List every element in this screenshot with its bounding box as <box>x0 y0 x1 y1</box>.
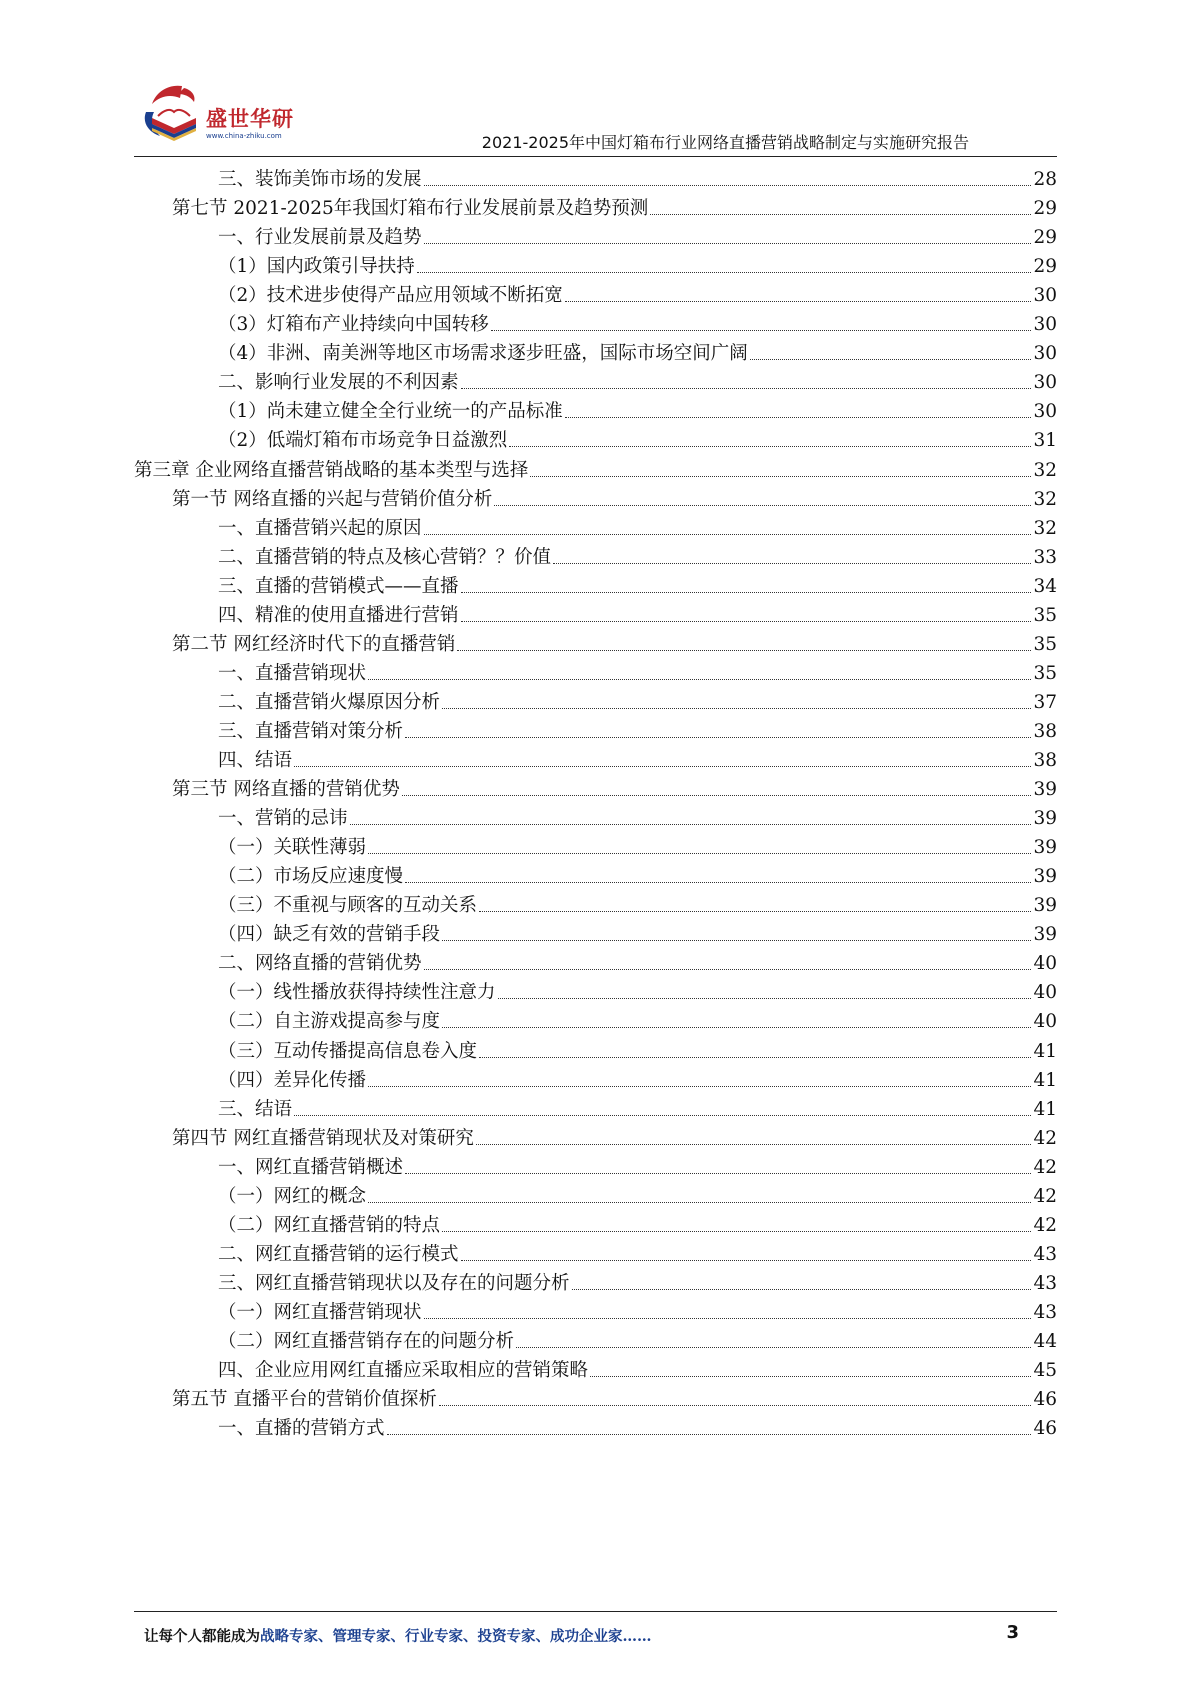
toc-entry[interactable] <box>218 683 1057 714</box>
toc-entry-page: 40 <box>1033 1011 1057 1033</box>
footer-slogan <box>144 1625 652 1646</box>
toc-entry-title: 第五节 直播平台的营销价值探析 <box>172 1389 437 1411</box>
toc-entry-page: 39 <box>1033 895 1057 917</box>
toc-entry[interactable] <box>218 363 1057 394</box>
toc-entry-title: 四、精准的使用直播进行营销 <box>218 604 459 626</box>
toc-dot-leader <box>368 853 1031 854</box>
toc-dot-leader <box>461 621 1032 622</box>
toc-entry[interactable] <box>218 799 1057 830</box>
toc-entry-page: 30 <box>1033 285 1057 307</box>
toc-entry-page: 42 <box>1033 1127 1057 1149</box>
toc-entry-page: 45 <box>1033 1360 1057 1382</box>
toc-entry-title: 一、直播营销现状 <box>218 662 367 684</box>
toc-entry-page: 40 <box>1033 982 1057 1004</box>
toc-entry-page: 31 <box>1033 430 1057 452</box>
toc-dot-leader <box>565 301 1032 302</box>
toc-entry[interactable] <box>218 247 1057 278</box>
toc-dot-leader <box>294 1115 1031 1116</box>
toc-entry-title: 四、企业应用网红直播应采取相应的营销策略 <box>218 1360 589 1382</box>
toc-entry-page: 29 <box>1033 198 1057 220</box>
toc-dot-leader <box>350 824 1032 825</box>
toc-dot-leader <box>424 1318 1032 1319</box>
toc-entry-page: 35 <box>1033 662 1057 684</box>
toc-entry-page: 30 <box>1033 372 1057 394</box>
toc-entry-page: 35 <box>1033 633 1057 655</box>
toc-dot-leader <box>442 708 1031 709</box>
toc-entry[interactable] <box>218 1148 1057 1179</box>
toc-dot-leader <box>509 446 1031 447</box>
toc-dot-leader <box>368 679 1031 680</box>
toc-entry[interactable] <box>218 973 1057 1004</box>
toc-entry-page: 43 <box>1033 1272 1057 1294</box>
toc-dot-leader <box>530 476 1031 477</box>
toc-dot-leader <box>368 1202 1031 1203</box>
toc-dot-leader <box>424 969 1032 970</box>
toc-entry[interactable] <box>218 1293 1057 1324</box>
toc-dot-leader <box>491 330 1032 331</box>
toc-dot-leader <box>368 1086 1031 1087</box>
toc-entry-page: 40 <box>1033 953 1057 975</box>
footer-divider <box>134 1611 1057 1612</box>
toc-dot-leader <box>405 1173 1031 1174</box>
toc-entry[interactable] <box>218 334 1057 365</box>
toc-entry[interactable] <box>218 509 1057 540</box>
toc-entry-page: 39 <box>1033 866 1057 888</box>
toc-entry-page: 29 <box>1033 227 1057 249</box>
toc-entry-page: 39 <box>1033 808 1057 830</box>
brand-name: 盛世华研 <box>206 107 294 131</box>
toc-entry-title: 第四节 网红直播营销现状及对策研究 <box>172 1127 474 1149</box>
toc-dot-leader <box>457 650 1031 651</box>
toc-entry-page: 30 <box>1033 401 1057 423</box>
toc-entry[interactable] <box>218 160 1057 191</box>
toc-entry-title: 三、直播营销对策分析 <box>218 720 404 742</box>
toc-entry[interactable] <box>218 1351 1057 1382</box>
toc-dot-leader <box>417 272 1032 273</box>
toc-dot-leader <box>650 214 1031 215</box>
toc-entry[interactable] <box>218 828 1057 859</box>
toc-entry-page: 38 <box>1033 750 1057 771</box>
toc-entry-page: 30 <box>1033 343 1057 365</box>
toc-entry-title: （二）市场反应速度慢 <box>218 866 404 888</box>
brand-url: www.china-zhiku.com <box>206 132 282 140</box>
toc-entry-title: （二）网红直播营销的特点 <box>218 1214 441 1236</box>
toc-entry-title: 一、直播的营销方式 <box>218 1418 385 1440</box>
toc-entry-page: 46 <box>1033 1418 1057 1440</box>
toc-entry-page: 42 <box>1033 1214 1057 1236</box>
toc-entry-page: 42 <box>1033 1156 1057 1178</box>
toc-entry-title: 第三节 网络直播的营销优势 <box>172 779 400 801</box>
toc-entry[interactable] <box>218 1032 1057 1063</box>
toc-entry-title: 三、网红直播营销现状以及存在的问题分析 <box>218 1272 570 1294</box>
toc-entry-page: 33 <box>1033 546 1057 568</box>
toc-entry-page: 37 <box>1033 691 1057 713</box>
toc-dot-leader <box>294 766 1031 767</box>
toc-entry[interactable] <box>218 654 1057 685</box>
toc-entry-title: （四）差异化传播 <box>218 1069 367 1091</box>
toc-dot-leader <box>750 359 1032 360</box>
toc-dot-leader <box>516 1347 1031 1348</box>
toc-entry-page: 34 <box>1033 575 1057 597</box>
toc-entry-page: 41 <box>1033 1069 1057 1091</box>
toc-entry[interactable] <box>218 392 1057 423</box>
toc-entry-page: 39 <box>1033 837 1057 859</box>
toc-entry-title: 二、网红直播营销的运行模式 <box>218 1243 459 1265</box>
toc-entry-title: 二、网络直播的营销优势 <box>218 953 422 975</box>
toc-entry[interactable] <box>218 741 1057 772</box>
toc-entry[interactable] <box>218 886 1057 917</box>
toc-entry-page: 29 <box>1033 256 1057 278</box>
toc-entry-title: （一）关联性薄弱 <box>218 837 367 859</box>
toc-entry[interactable] <box>172 1380 1057 1411</box>
toc-entry[interactable] <box>218 538 1057 569</box>
toc-entry[interactable] <box>218 596 1057 627</box>
toc-dot-leader <box>494 505 1031 506</box>
toc-entry[interactable] <box>218 944 1057 975</box>
toc-entry-title: 第三章 企业网络直播营销战略的基本类型与选择 <box>134 459 529 481</box>
toc-dot-leader <box>424 185 1032 186</box>
toc-dot-leader <box>402 795 1032 796</box>
toc-entry-title: 三、结语 <box>218 1098 293 1120</box>
toc-entry-title: （1）国内政策引导扶持 <box>218 256 415 278</box>
toc-entry[interactable] <box>218 915 1057 946</box>
page-header <box>0 0 1191 160</box>
toc-dot-leader <box>461 1260 1032 1261</box>
toc-entry[interactable] <box>172 480 1057 511</box>
toc-entry-page: 38 <box>1033 720 1057 742</box>
toc-entry[interactable] <box>218 1090 1057 1121</box>
toc-entry-page: 44 <box>1033 1331 1057 1352</box>
toc-entry-title: 四、结语 <box>218 750 293 771</box>
toc-entry-title: 二、直播营销火爆原因分析 <box>218 691 441 713</box>
toc-entry-page: 32 <box>1033 459 1057 481</box>
toc-entry[interactable] <box>172 625 1057 656</box>
toc-entry-title: （4）非洲、南美洲等地区市场需求逐步旺盛，国际市场空间广阔 <box>218 343 748 365</box>
toc-entry-page: 46 <box>1033 1389 1057 1411</box>
toc-entry[interactable] <box>218 1206 1057 1237</box>
toc-entry-title: （四）缺乏有效的营销手段 <box>218 924 441 946</box>
toc-entry-title: 三、直播的营销模式——直播 <box>218 575 459 597</box>
toc-entry[interactable] <box>218 1002 1057 1033</box>
toc-dot-leader <box>405 882 1031 883</box>
toc-dot-leader <box>461 388 1032 389</box>
toc-entry[interactable] <box>218 218 1057 249</box>
toc-entry-page: 39 <box>1033 924 1057 946</box>
toc-dot-leader <box>442 1027 1031 1028</box>
toc-entry-page: 35 <box>1033 604 1057 626</box>
toc-entry-title: （2）技术进步使得产品应用领域不断拓宽 <box>218 285 563 307</box>
toc-entry[interactable] <box>218 1235 1057 1266</box>
toc-entry-page: 41 <box>1033 1098 1057 1120</box>
toc-dot-leader <box>498 998 1032 999</box>
toc-entry-title: （一）网红的概念 <box>218 1185 367 1207</box>
toc-entry-title: 一、直播营销兴起的原因 <box>218 517 422 539</box>
toc-entry[interactable] <box>172 770 1057 801</box>
toc-entry-title: （一）网红直播营销现状 <box>218 1301 422 1323</box>
toc-entry-title: （二）网红直播营销存在的问题分析 <box>218 1331 515 1352</box>
toc-entry-page: 32 <box>1033 488 1057 510</box>
toc-entry-page: 39 <box>1033 779 1057 801</box>
toc-entry-title: （一）线性播放获得持续性注意力 <box>218 982 496 1004</box>
toc-dot-leader <box>476 1144 1032 1145</box>
toc-entry-page: 43 <box>1033 1243 1057 1265</box>
toc-dot-leader <box>387 1434 1032 1435</box>
toc-entry[interactable] <box>218 567 1057 598</box>
toc-entry-page: 43 <box>1033 1301 1057 1323</box>
footer-slogan-prefix: 让每个人都能成为 <box>144 1628 260 1645</box>
toc-entry[interactable] <box>218 1322 1057 1353</box>
toc-entry-page: 42 <box>1033 1185 1057 1207</box>
toc-entry[interactable] <box>218 1061 1057 1092</box>
toc-dot-leader <box>424 243 1032 244</box>
book-swoosh-logo-icon <box>138 82 210 144</box>
toc-entry[interactable] <box>218 305 1057 336</box>
header-divider <box>134 156 1057 157</box>
toc-entry-title: （二）自主游戏提高参与度 <box>218 1011 441 1033</box>
toc-dot-leader <box>405 737 1031 738</box>
page-number: 3 <box>1006 1622 1019 1643</box>
toc-entry-page: 28 <box>1033 169 1057 190</box>
toc-entry-title: 一、行业发展前景及趋势 <box>218 227 422 249</box>
toc-dot-leader <box>442 1231 1031 1232</box>
toc-entry[interactable] <box>218 1409 1057 1440</box>
toc-dot-leader <box>553 563 1031 564</box>
toc-entry-title: 第七节 2021-2025年我国灯箱布行业发展前景及趋势预测 <box>172 198 649 220</box>
toc-entry-title: 二、影响行业发展的不利因素 <box>218 372 459 394</box>
toc-dot-leader <box>439 1405 1032 1406</box>
toc-entry[interactable] <box>218 1177 1057 1208</box>
toc-entry[interactable] <box>172 1119 1057 1150</box>
toc-entry[interactable] <box>218 1264 1057 1295</box>
toc-dot-leader <box>590 1376 1031 1377</box>
toc-entry[interactable] <box>218 857 1057 888</box>
toc-dot-leader <box>442 940 1031 941</box>
toc-dot-leader <box>479 1057 1031 1058</box>
toc-dot-leader <box>461 592 1032 593</box>
toc-entry-title: 三、装饰美饰市场的发展 <box>218 169 422 190</box>
toc-entry-title: 第一节 网络直播的兴起与营销价值分析 <box>172 488 493 510</box>
toc-entry[interactable] <box>218 712 1057 743</box>
toc-entry[interactable] <box>134 451 1057 482</box>
toc-entry-title: （三）互动传播提高信息卷入度 <box>218 1040 478 1062</box>
report-title: 2021-2025年中国灯箱布行业网络直播营销战略制定与实施研究报告 <box>481 133 969 152</box>
toc-entry[interactable] <box>218 421 1057 452</box>
toc-entry-title: 第二节 网红经济时代下的直播营销 <box>172 633 456 655</box>
toc-dot-leader <box>479 911 1031 912</box>
toc-entry-page: 30 <box>1033 314 1057 336</box>
toc-entry[interactable] <box>172 189 1057 220</box>
toc-entry-page: 41 <box>1033 1040 1057 1062</box>
toc-entry-title: （3）灯箱布产业持续向中国转移 <box>218 314 489 336</box>
toc-dot-leader <box>565 417 1032 418</box>
toc-entry-title: 二、直播营销的特点及核心营销？？价值 <box>218 546 552 568</box>
toc-entry-title: 一、营销的忌讳 <box>218 808 348 830</box>
toc-entry-title: （三）不重视与顾客的互动关系 <box>218 895 478 917</box>
toc-entry-page: 32 <box>1033 517 1057 539</box>
toc-entry-title: 一、网红直播营销概述 <box>218 1156 404 1178</box>
toc-entry[interactable] <box>218 276 1057 307</box>
toc-entry-title: （1）尚未建立健全全行业统一的产品标准 <box>218 401 563 423</box>
footer-slogan-highlight: 战略专家、管理专家、行业专家、投资专家、成功企业家…… <box>260 1628 652 1645</box>
toc-entry-title: （2）低端灯箱布市场竞争日益激烈 <box>218 430 508 452</box>
toc-dot-leader <box>572 1289 1032 1290</box>
toc-dot-leader <box>424 534 1032 535</box>
